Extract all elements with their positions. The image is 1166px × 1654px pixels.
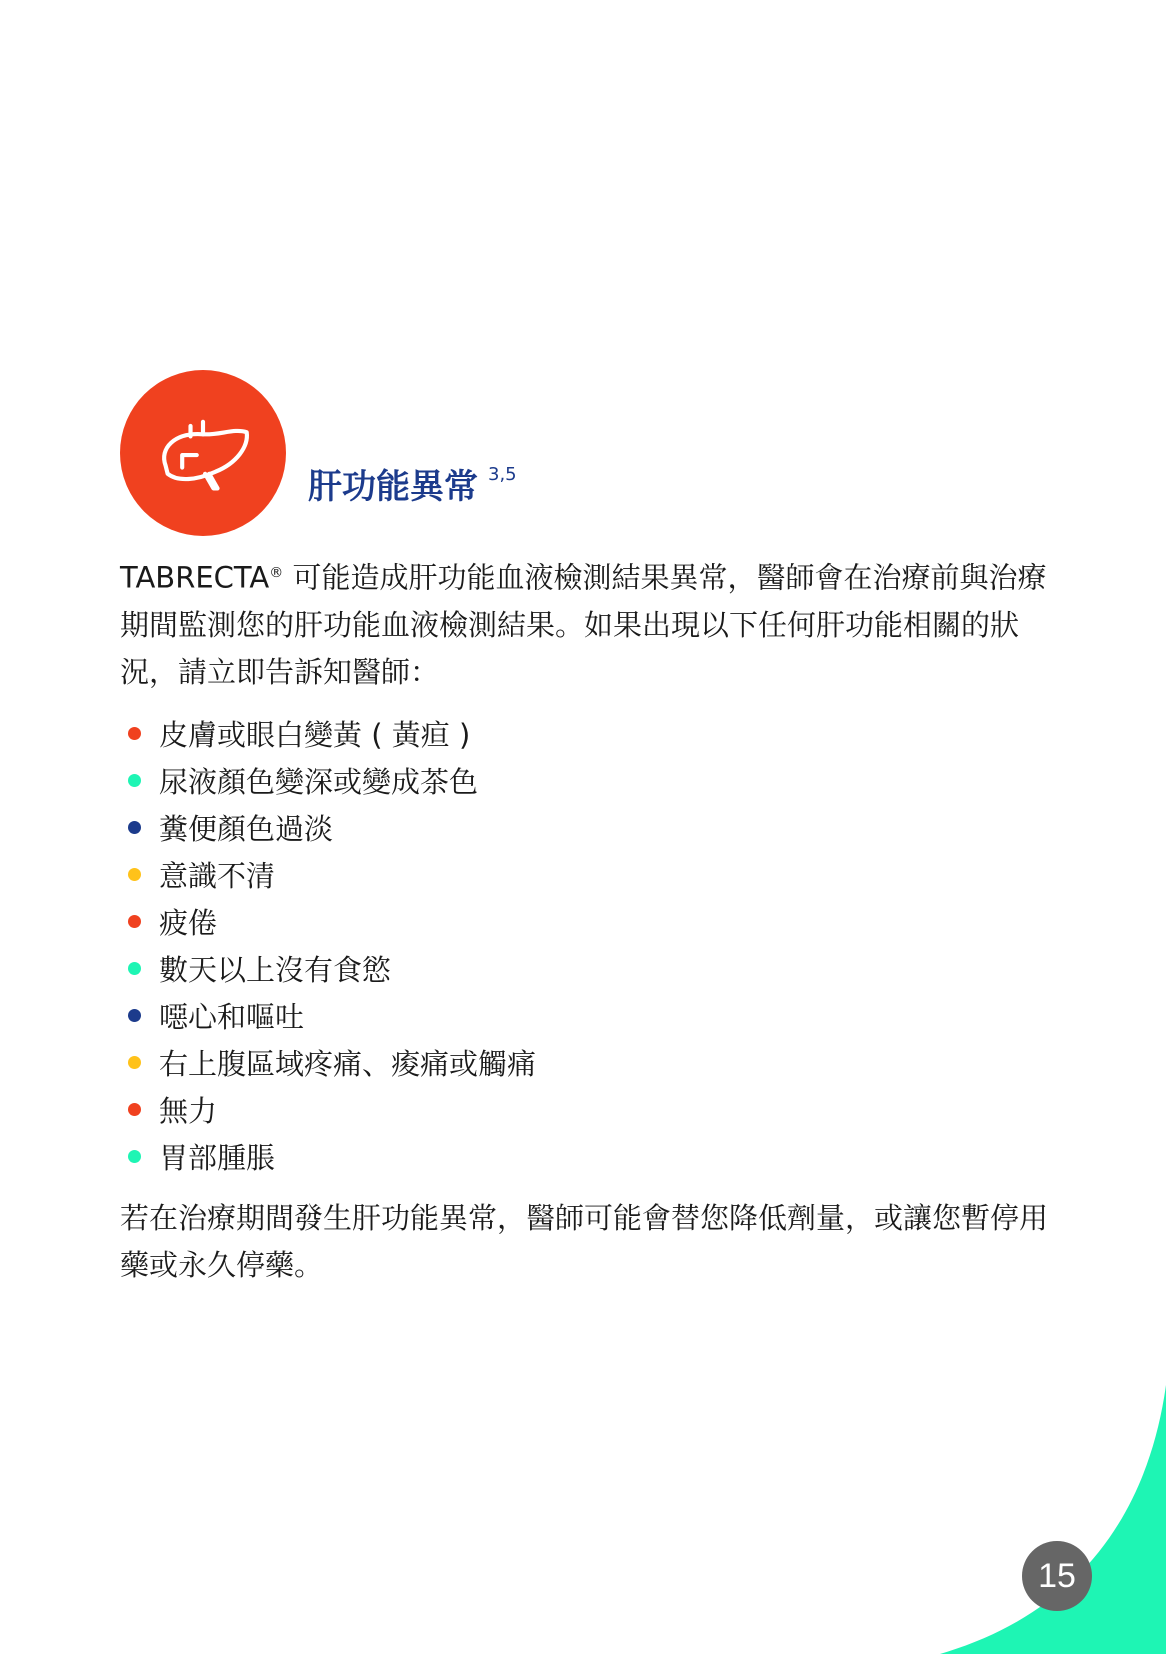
liver-icon bbox=[120, 370, 286, 536]
list-item bbox=[128, 1086, 536, 1133]
list-item bbox=[128, 757, 536, 804]
section-title-text: 肝功能異常 bbox=[308, 467, 478, 507]
list-item-text: 意識不清 bbox=[159, 859, 276, 893]
list-item bbox=[128, 1039, 536, 1086]
list-item bbox=[128, 992, 536, 1039]
list-item-text: 噁心和嘔吐 bbox=[159, 1000, 305, 1034]
bullet-dot bbox=[128, 1056, 141, 1069]
list-item bbox=[128, 710, 536, 757]
list-item-text: 右上腹區域疼痛、痠痛或觸痛 bbox=[159, 1047, 537, 1081]
page-number: 15 bbox=[1038, 1556, 1076, 1595]
list-item-text: 皮膚或眼白變黃 ( 黃疸 ) bbox=[159, 718, 471, 752]
brand-name: TABRECTA bbox=[120, 560, 270, 595]
bullet-dot bbox=[128, 868, 141, 881]
list-item-text: 胃部腫脹 bbox=[159, 1141, 276, 1175]
section-title bbox=[308, 464, 517, 507]
reference-superscript: 3,5 bbox=[488, 464, 517, 485]
intro-paragraph bbox=[120, 550, 1050, 696]
list-item bbox=[128, 851, 536, 898]
list-item-text: 糞便顏色過淡 bbox=[159, 812, 334, 846]
list-item-text: 數天以上沒有食慾 bbox=[159, 953, 392, 987]
bullet-dot bbox=[128, 1009, 141, 1022]
bullet-dot bbox=[128, 821, 141, 834]
outro-paragraph: 若在治療期間發生肝功能異常，醫師可能會替您降低劑量，或讓您暫停用藥或永久停藥。 bbox=[120, 1201, 1049, 1282]
list-item bbox=[128, 804, 536, 851]
list-item bbox=[128, 898, 536, 945]
bullet-dot bbox=[128, 1103, 141, 1116]
intro-text: 可能造成肝功能血液檢測結果異常，醫師會在治療前與治療期間監測您的肝功能血液檢測結果。如果出現以下任何肝功能相關的狀況，請立即告訴知醫師： bbox=[120, 560, 1047, 689]
list-item-text: 疲倦 bbox=[159, 906, 218, 940]
symptom-list bbox=[128, 710, 536, 1180]
bullet-dot bbox=[128, 962, 141, 975]
registered-mark: ® bbox=[269, 565, 284, 581]
list-item-text: 尿液顏色變深或變成茶色 bbox=[159, 765, 479, 799]
list-item-text: 無力 bbox=[159, 1094, 218, 1128]
bullet-dot bbox=[128, 915, 141, 928]
bullet-dot bbox=[128, 727, 141, 740]
page-number-badge bbox=[1022, 1541, 1092, 1611]
bullet-dot bbox=[128, 1150, 141, 1163]
bullet-dot bbox=[128, 774, 141, 787]
list-item bbox=[128, 1133, 536, 1180]
list-item bbox=[128, 945, 536, 992]
